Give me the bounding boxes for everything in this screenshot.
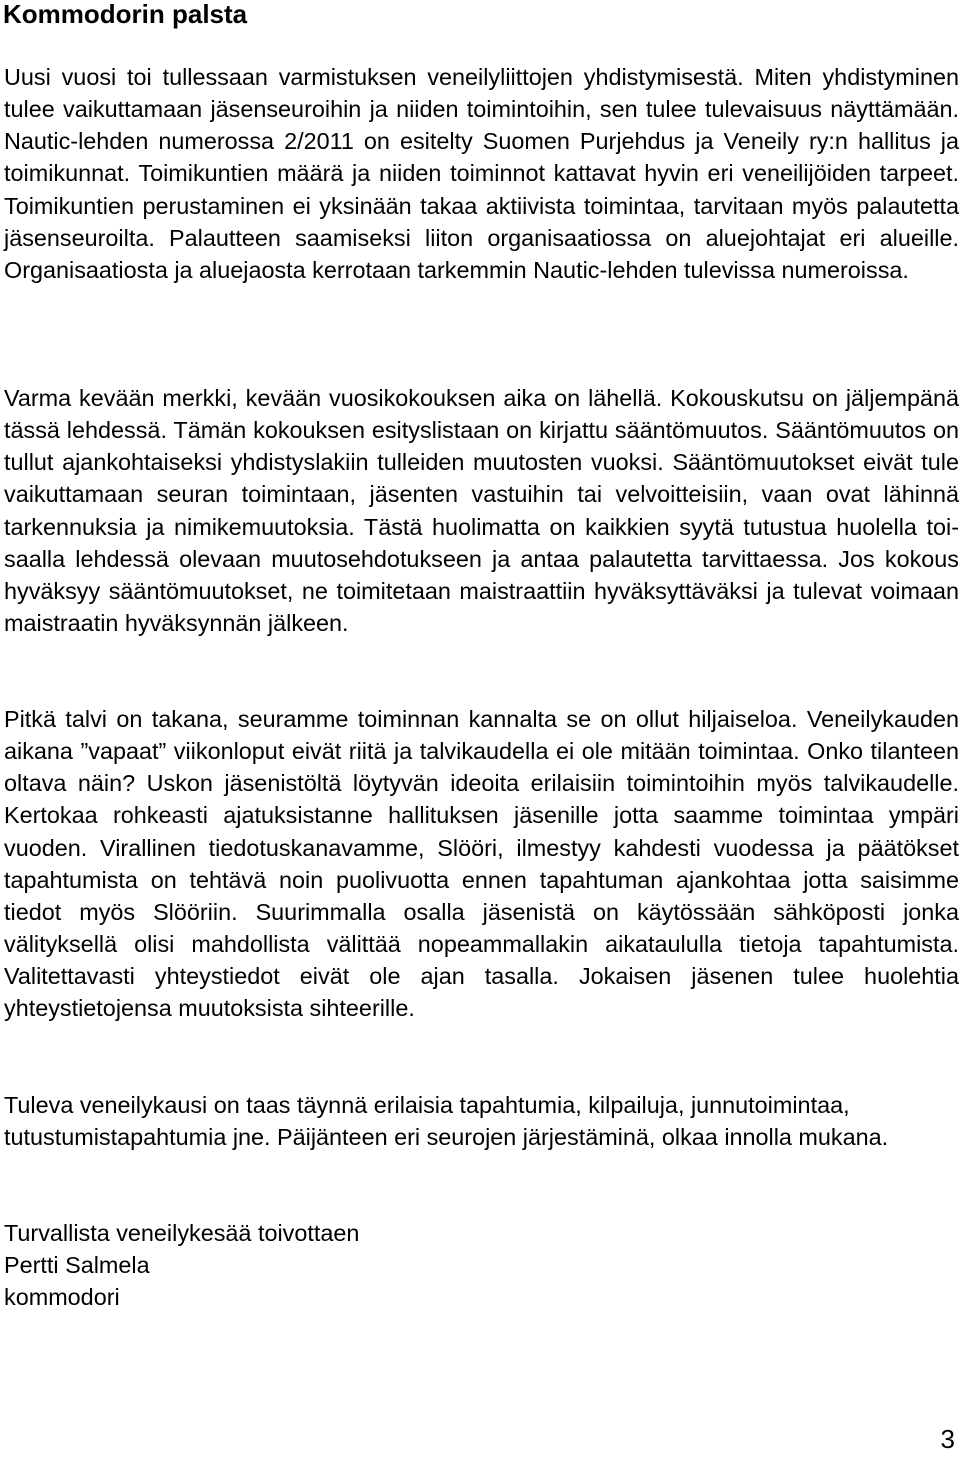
article-paragraph-4: Tuleva veneilykausi on taas täynnä erilaisia tapahtumia, kilpailuja, junnutoimintaa, tutustumistapahtumia jne. Päijänteen eri seurojen järjestäminä, olkaa innolla mukana. xyxy=(4,1092,889,1151)
author-name: Pertti Salmela xyxy=(4,1252,150,1279)
closing-greeting: Turvallista veneilykesää toivottaen xyxy=(4,1220,360,1246)
signature-block xyxy=(4,1217,359,1313)
article-paragraph-1: Uusi vuosi toi tullessaan varmistuksen veneilyliittojen yhdistymisestä. Miten yhdistyminen tulee vaikuttamaan jäsenseuroihin ja niiden toimintoihin, sen tulee tulevaisuus näyttämään. Nautic-lehden numerossa 2/2011 on esitelty Suomen Purjehdus ja Veneily ry:n hallitus ja toimikunnat. Toimikuntien määrä ja niiden toiminnot kattavat hyvin eri veneilijöiden tarpeet. Toimikuntien perustaminen ei yksinään takaa aktiivista toimintaa, tarvitaan myös palautetta jäsenseuroilta. Palautteen saamiseksi liiton organisaatiossa on aluejohtajat eri alueille. Organisaatiosta ja aluejaosta kerrotaan tarkemmin Nautic-lehden tulevissa numeroissa. xyxy=(4,64,959,283)
article-paragraph-3: Pitkä talvi on takana, seuramme toiminnan kannalta se on ollut hiljaiseloa. Veneilykauden aikana ”vapaat” viikonloput eivät riitä ja talvikaudella ei ole mitään toimintaa. Onko tilanteen oltava näin? Uskon jäsenistöltä löytyvän ideoita erilaisiin toimintoihin myös talvikaudelle. Kertokaa rohkeasti ajatuksistanne hallituksen jäsenille jotta saamme toimintaa ympäri vuoden. Virallinen tiedotuskanavamme, Slööri, ilmestyy kahdesti vuodessa ja päätökset tapahtumista on tehtävä noin puolivuotta ennen tapahtuman ajankohtaa jotta saisimme tiedot myös Slööriin. Suurimmalla osalla jäsenistä on käytössään sähköposti jonka välityksellä olisi mahdollista välittää nopeammallakin aikataululla tietoja tapahtumista. Valitettavasti yhteystiedot eivät ole ajan tasalla. Jokaisen jäsenen tulee huolehtia yhteystietojensa muutoksista sihteerille. xyxy=(4,706,959,1022)
author-role: kommodori xyxy=(4,1284,120,1311)
article-paragraph-2: Varma kevään merkki, kevään vuosikokouksen aika on lähellä. Kokouskutsu on jäljempänä tässä lehdessä. Tämän kokouksen esityslistaan on kirjattu sääntömuutos. Sääntömuutos on tullut ajankohtaiseksi yhdistyslakiin tulleiden muutosten vuoksi. Sääntömuutokset eivät tule vaikuttamaan seuran toimintaan, jäsenten vastuihin tai velvoitteisiin, vaan ovat lähinnä tarkennuksia ja nimikemuutoksia. Tästä huolimatta on kaikkien syytä tutustua huolella toisaalla lehdessä olevaan muutosehdotukseen ja antaa palautetta tarvittaessa. Jos kokous hyväksyy sääntömuutokset, ne toimitetaan maistraattiin hyväksyttäväksi ja tulevat voimaan maistraatin hyväksynnän jälkeen. xyxy=(4,385,959,637)
page-number: 3 xyxy=(940,1424,955,1454)
article-title: Kommodorin palsta xyxy=(3,0,248,29)
